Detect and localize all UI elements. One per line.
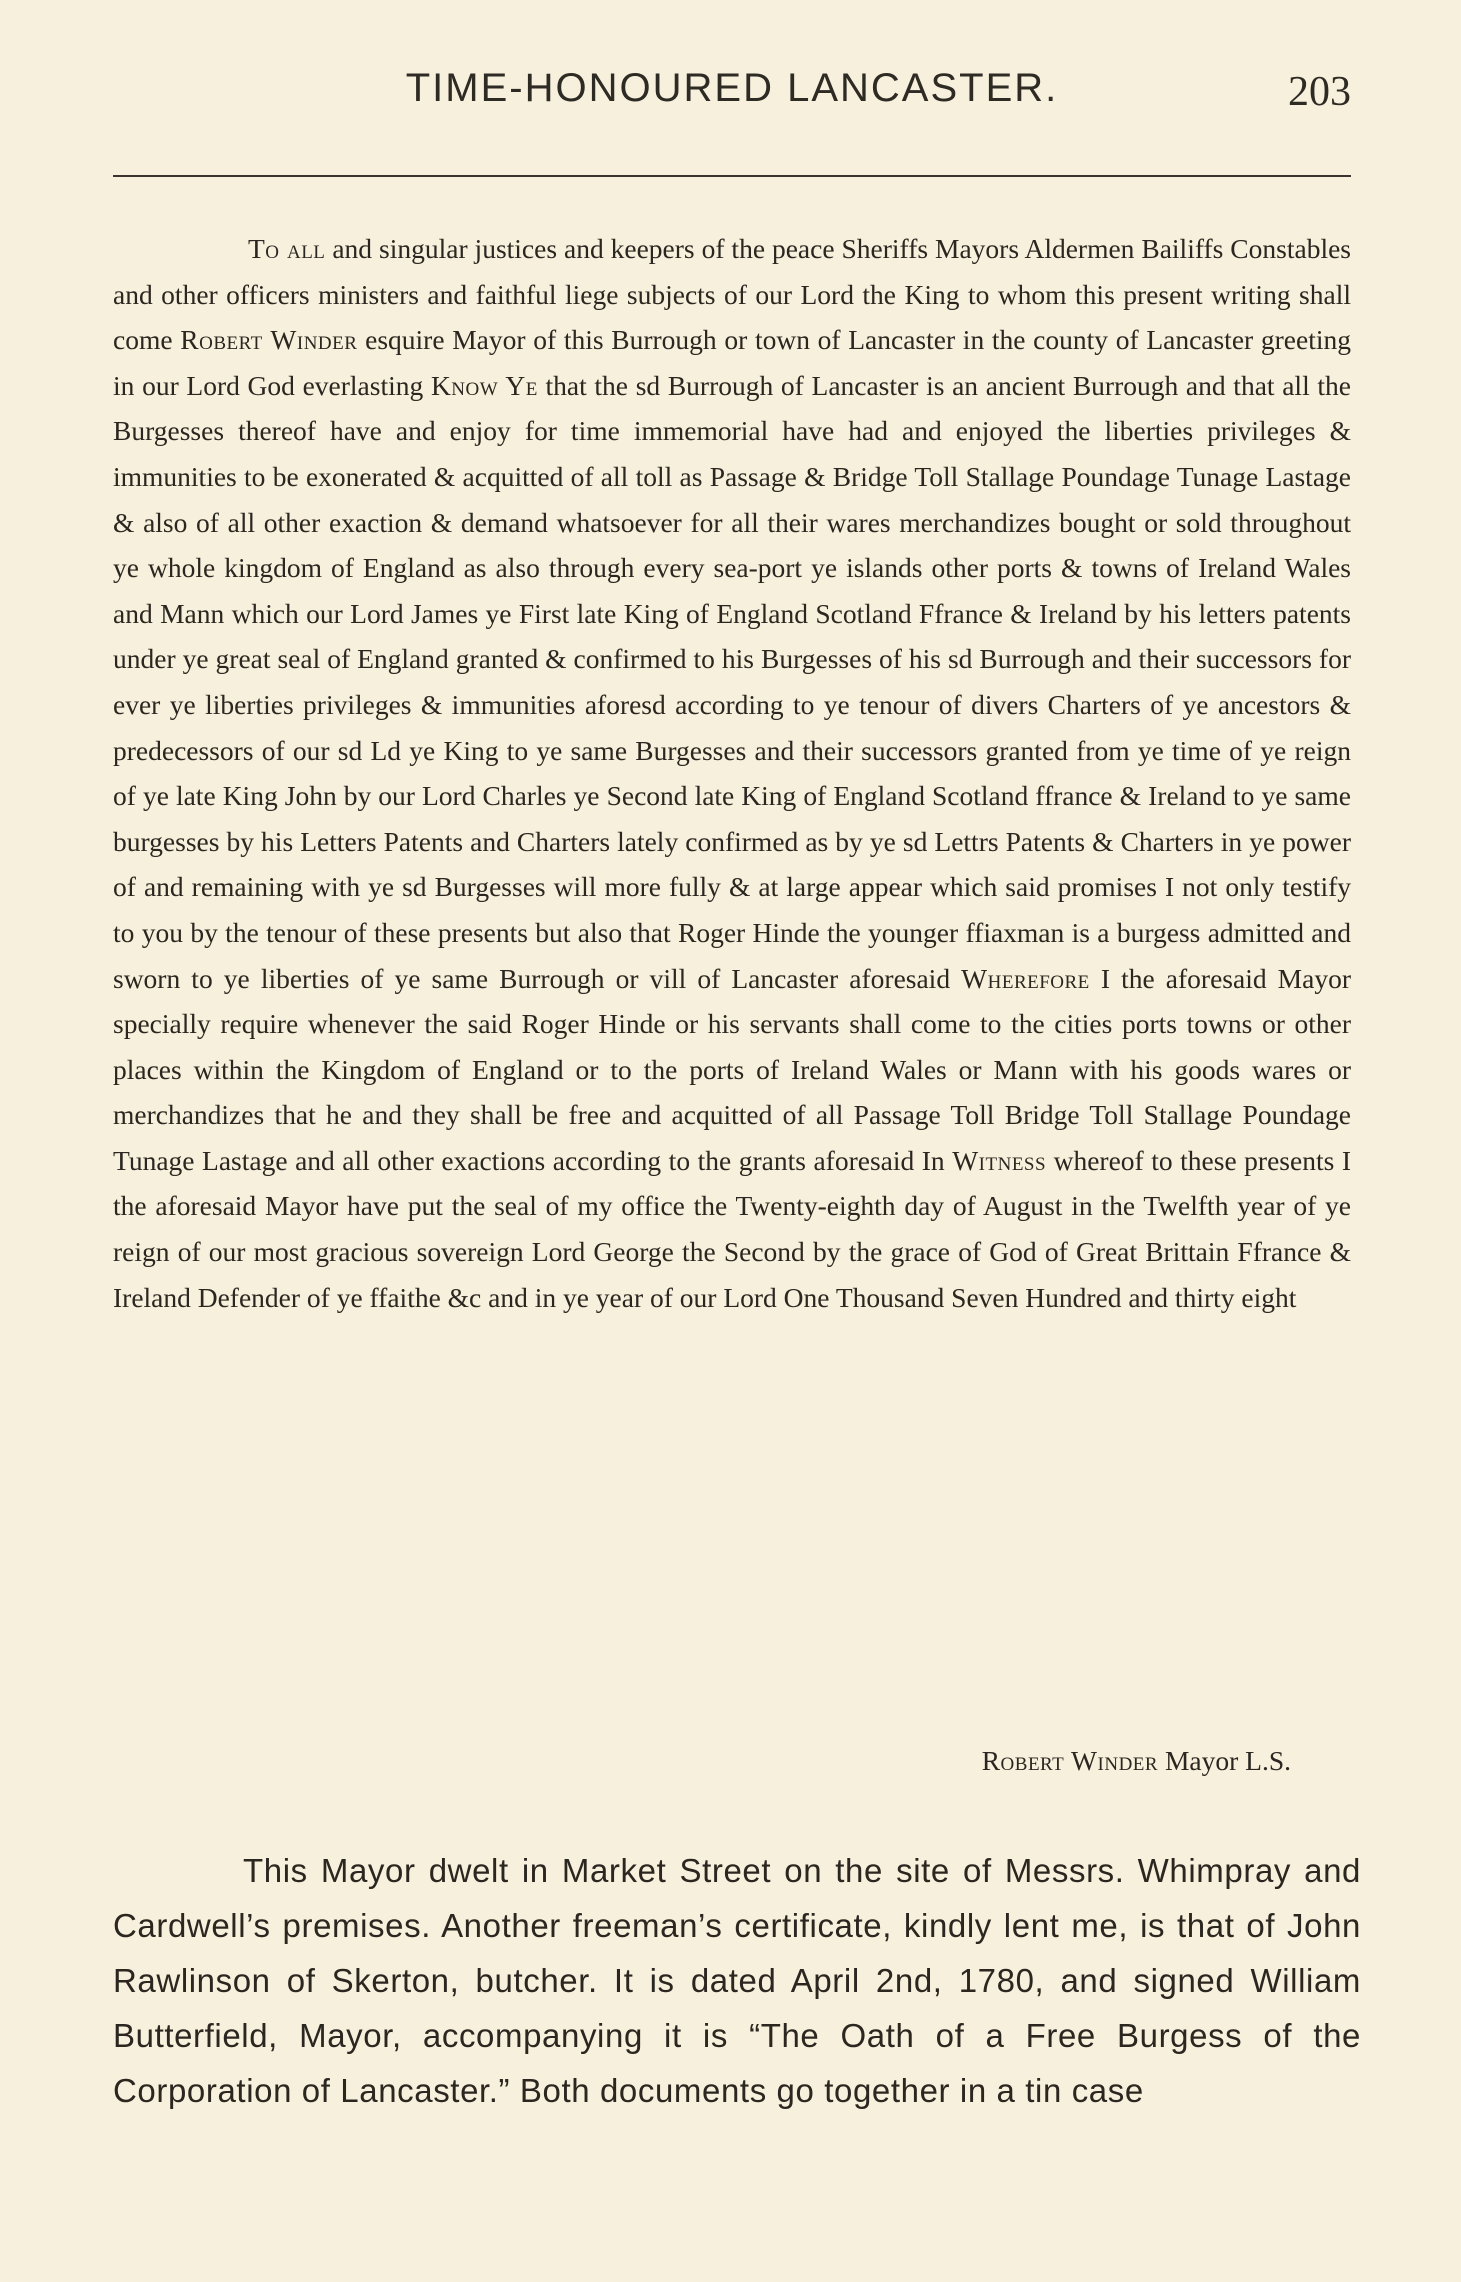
charter-know-ye: Know Ye [430,369,538,401]
charter-text-part: I the aforesaid Mayor specially require whenever the said Roger Hinde or his servants shall come to the cities ports towns or other places within the Kingdom of England or to the ports of Ireland Wales or Mann with his goods wares or merchandizes that he and they shall be free and acquitted of all Passage Toll Bridge Toll Stallage Poundage Tunage Lastage and all other exactions according to the grants aforesaid In [113,962,1351,1176]
charter-text-part: esquire Mayor of this Burrough or town of Lancaster in the county of Lancaster greeting in our Lord God everlasting [113,324,1351,401]
charter-text-part: whereof to these presents I the aforesaid Mayor have put the seal of my office the Twenty-eighth day of August in the Twelfth year of ye reign of our most gracious sovereign Lord George the Second by the grace of God of Great Brittain Ffrance & Ireland Defender of ye ffaithe &c and in ye year of our Lord One Thousand Seven Hundred and thirty eight [113,1144,1351,1313]
charter-lead-in: To all [248,233,326,264]
charter-text [113,226,1351,1320]
signature-suffix: Mayor L.S. [1158,1745,1291,1776]
charter-witness: Witness [952,1144,1047,1176]
signature-name: Robert Winder [981,1745,1159,1776]
charter-text-part: that the sd Burrough of Lancaster is an ancient Burrough and that all the Burgesses thereof have and enjoy for time immemorial have had and enjoyed the liberties privileges & immunities to be exonerated & acquitted of all toll as Passage & Bridge Toll Stallage Poundage Tunage Lastage & also of all other exaction & demand whatsoever for all their wares merchandizes bought or sold throughout ye whole kingdom of England as also through every sea-port ye islands other ports & towns of Ireland Wales and Mann which our Lord James ye First late King of England Scotland Ffrance & Ireland by his letters patents under ye great seal of England granted & confirmed to his Burgesses of his sd Burrough and their successors for ever ye liberties privileges & immunities aforesd according to ye tenour of divers Charters of ye ancestors & predecessors of our sd Ld ye King to ye same Burgesses and their successors granted from ye time of ye reign of ye late King John by our Lord Charles ye Second late King of England Scotland ffrance & Ireland to ye same burgesses by his Letters Patents and Charters lately confirmed as by ye sd Lettrs Patents & Charters in ye power of and remaining with ye sd Burgesses will more fully & at large appear which said promises I not only testify to you by the tenour of these presents but also that Roger Hinde the younger ffiaxman is a burgess admitted and sworn to ye liberties of ye same Burrough or vill of Lancaster aforesaid [113,369,1351,994]
page-number: 203 [1288,69,1351,115]
charter-signature [982,1745,1291,1777]
charter-name: Robert Winder [180,324,358,356]
header-rule [113,175,1351,177]
running-title: TIME-HONOURED LANCASTER. [405,66,1059,110]
charter-text-part: and singular justices and keepers of the peace Sheriffs Mayors Aldermen Bailiffs Constables and other officers ministers and faithful liege subjects of our Lord the King to whom this present writing shall come [113,233,1351,356]
charter-wherefore: Wherefore [961,962,1090,994]
running-head [113,66,1351,126]
narrative-paragraph: This Mayor dwelt in Market Street on the site of Messrs. Whimpray and Cardwell’s premises. Another freeman’s certificate, kindly lent me, is that of John Rawlinson of Skerton, butcher. It is dated April 2nd, 1780, and signed William Butterfield, Mayor, accompanying it is “The Oath of a Free Burgess of the Corporation of Lancaster.” Both documents go together in a tin case [113,1852,1361,2109]
